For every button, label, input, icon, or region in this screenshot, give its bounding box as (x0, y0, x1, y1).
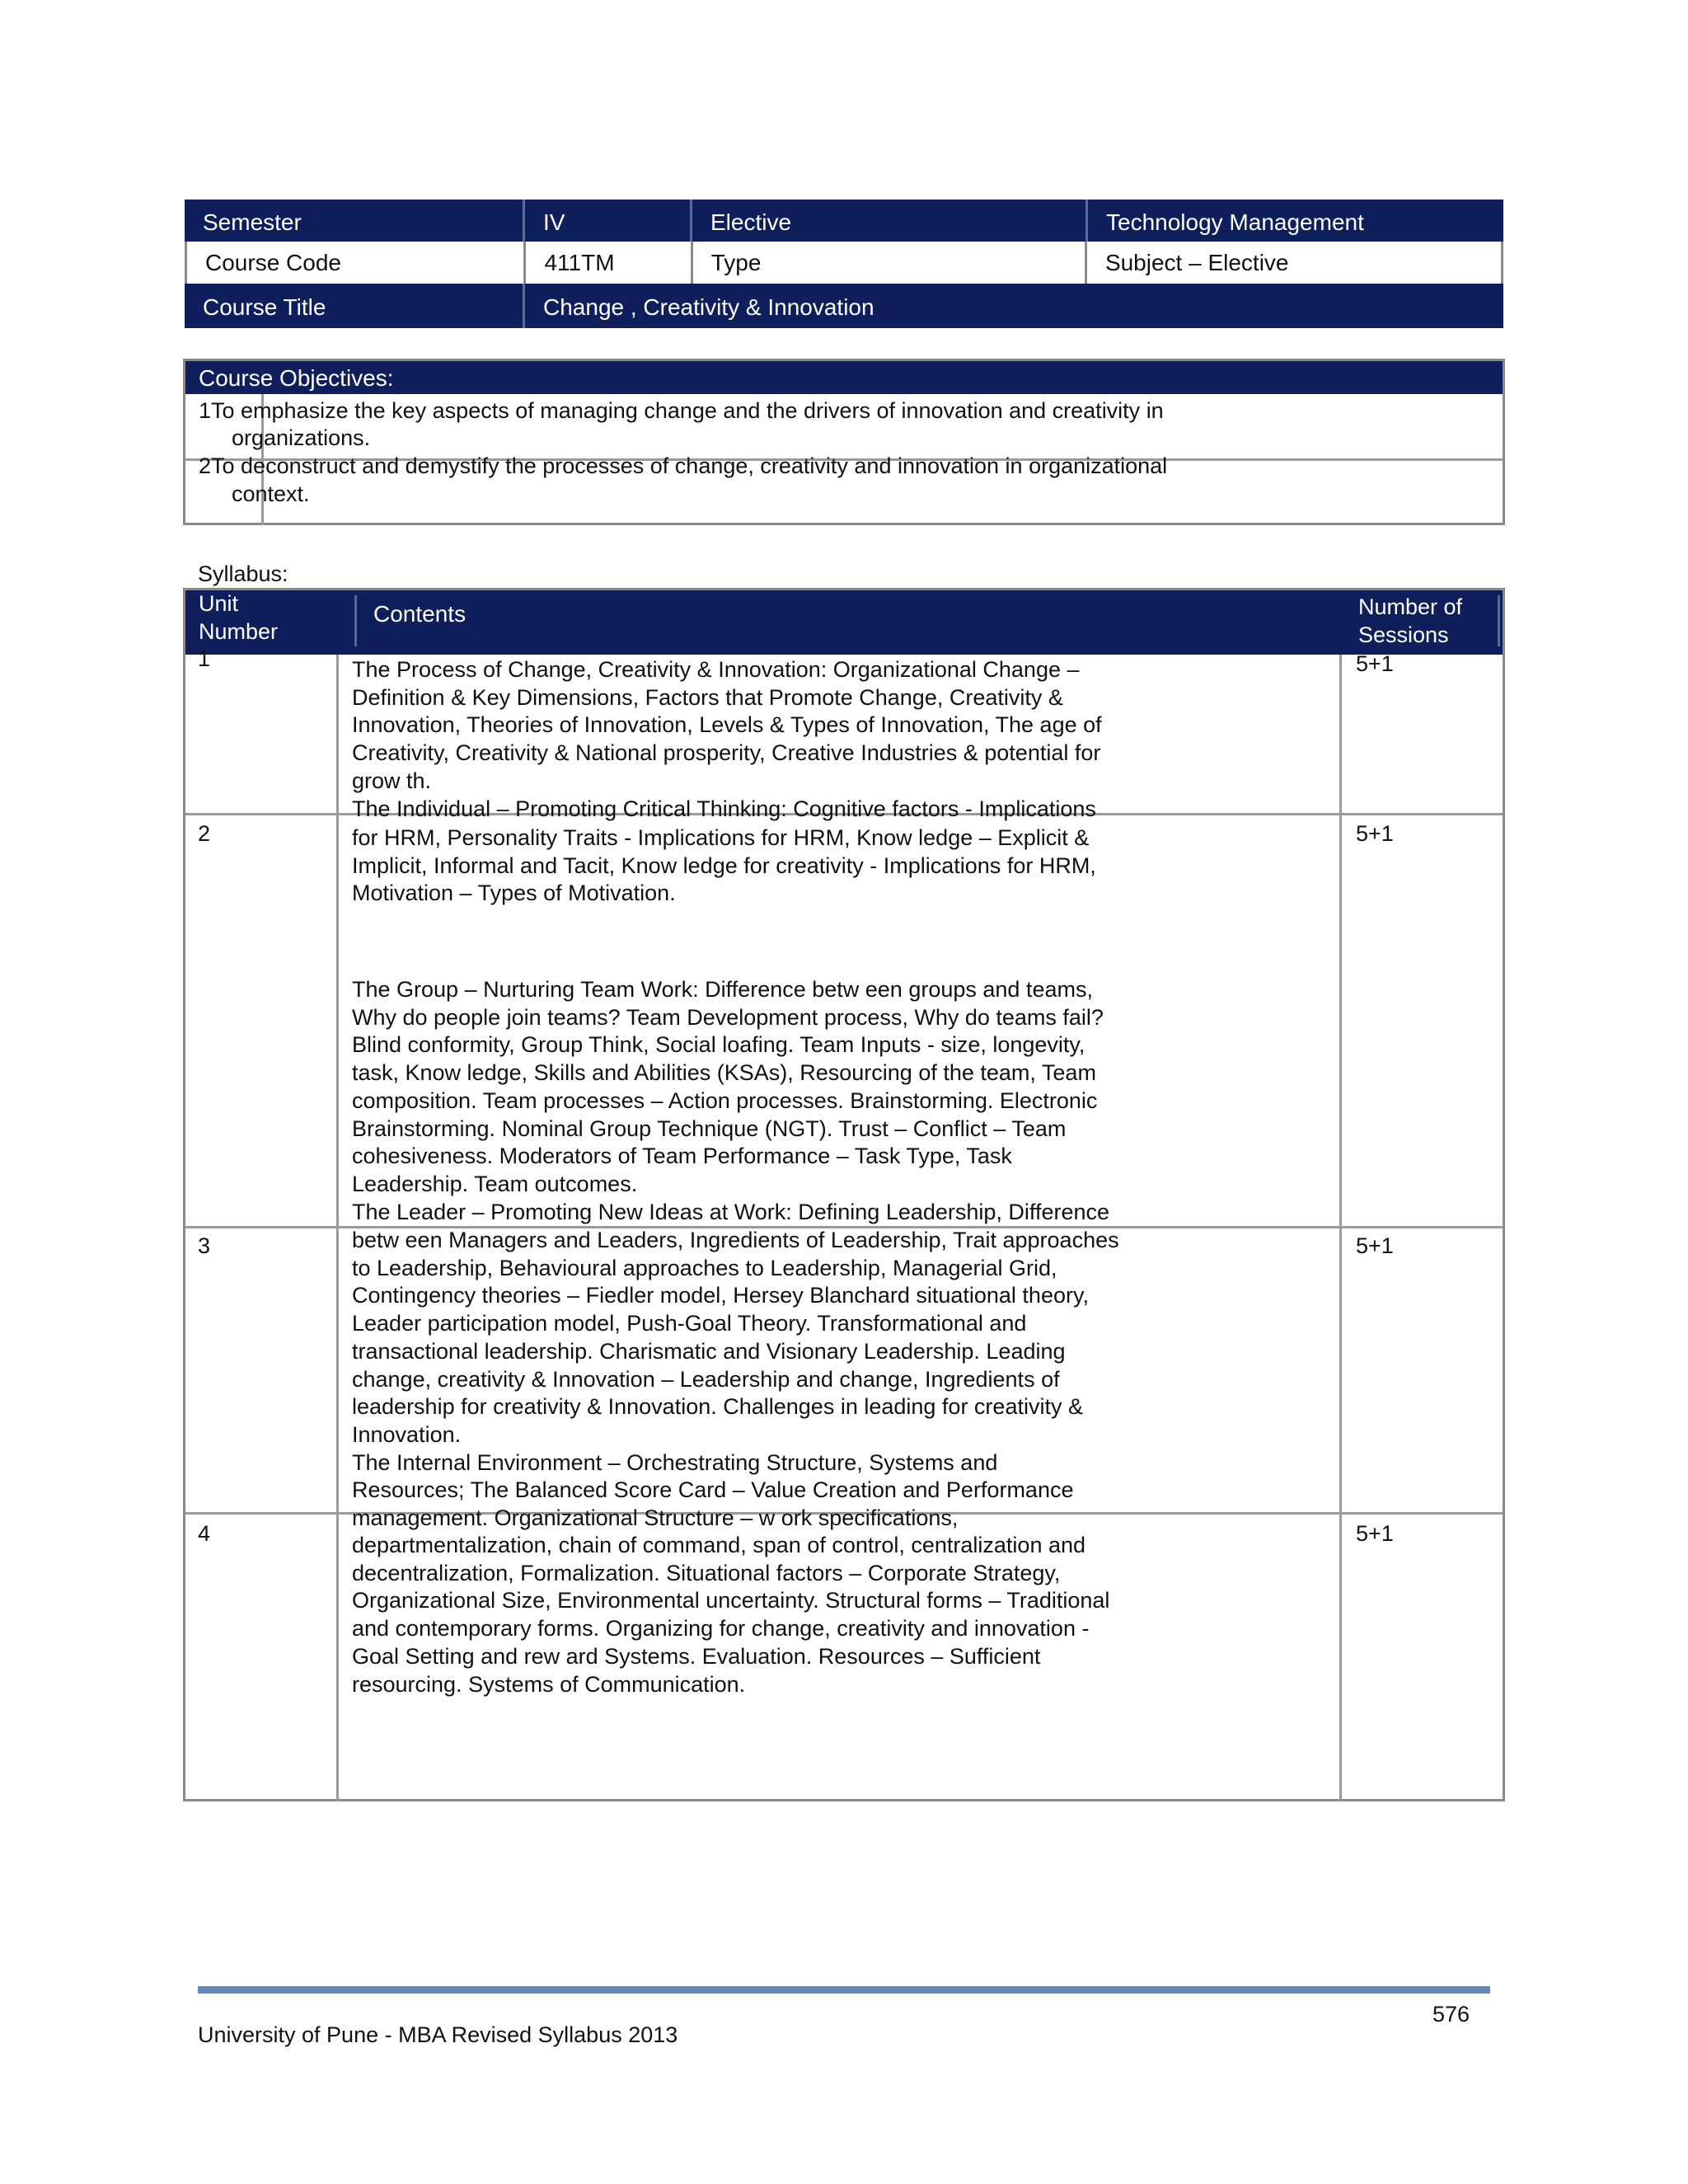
cell-course-code-label: Course Code (187, 242, 526, 284)
footer-rule (198, 1986, 1490, 1994)
course-objectives-table (183, 359, 1505, 525)
unit-3-contents: betw een Managers and Leaders, Ingredients of Leadership, Trait approaches to Leadership, Behavioural approaches to Leadership, Managerial Grid, Contingency theories – Fiedler model, Hersey Blanchard situational theory, Leader participation model, Push-Goal Theory. Transformational and transactional leadership. Charismatic and Visionary Leadership. Leading change, creativity & Innovation – Leadership and change, Ingredients of leadership for creativity & Innovation. Challenges in leading for creativity & Innovation. The Internal Environment – Orchestrating Structure, Systems and Resources; The Balanced Score Card – Value Creation and Performance management. Organizational Structure – w ork specifications, (352, 1228, 1119, 1531)
objective-2-line-2: context. (232, 481, 310, 506)
syllabus-header-row (185, 590, 1503, 655)
cell-course-title-label: Course Title (185, 284, 525, 328)
unit-2-contents-group: The Group – Nurturing Team Work: Difference betw een groups and teams, Why do people join teams? Team Development process, Why do teams fail? Blind conformity, Group Think, Social loafing. Team Inputs - size, longevity, task, Know ledge, Skills and Abilities (KSAs), Resourcing of the team, Team composition. Team processes – Action processes. Brainstorming. Electronic Brainstorming. Nominal Group Technique (NGT). Trust – Conflict – Team cohesiveness. Moderators of Team Performance – Task Type, Task Leadership. Team outcomes. The Leader – Promoting New Ideas at Work: Defining Leadership, Difference (352, 977, 1110, 1224)
syllabus-label: Syllabus: (198, 561, 288, 586)
objective-1-line-1: 1To emphasize the key aspects of managing change and the drivers of innovation and creativity in (199, 398, 1164, 423)
column-header-sessions: Number of Sessions (1358, 594, 1463, 647)
unit-number-4: 4 (198, 1521, 211, 1546)
cell-specialization: Technology Management (1106, 209, 1364, 235)
objective-1-line-2: organizations. (232, 425, 371, 450)
cell-type-label: Type (693, 242, 1087, 284)
cell-elective-label: Elective (692, 200, 1088, 242)
header-row-course-title (185, 284, 1503, 328)
column-header-contents: Contents (354, 595, 1500, 646)
sessions-unit-1: 5+1 (1356, 651, 1394, 676)
cell-type-value: Subject – Elective (1104, 250, 1289, 275)
unit-number-1: 1 (198, 646, 211, 671)
header-row-semester (185, 200, 1503, 242)
footer-text: University of Pune - MBA Revised Syllabus 2013 (198, 2022, 678, 2047)
unit-number-3: 3 (198, 1233, 211, 1258)
cell-course-title-value: Change , Creativity & Innovation (543, 294, 874, 320)
unit-1-contents: The Process of Change, Creativity & Innovation: Organizational Change – Definition & Key Dimensions, Factors that Promote Change, Creativity & Innovation, Theories of Innovation, Levels & Types of Innovation, The age of Creativity, Creativity & National prosperity, Creative Industries & potential for grow th. The Individual – Promoting Critical Thinking: Cognitive factors - Implications (352, 657, 1102, 821)
unit-4-contents: departmentalization, chain of command, span of control, centralization and decentralization, Formalization. Situational factors – Corporate Strategy, Organizational Size, Environmental uncertainty. Structural forms – Traditional and contemporary forms. Organizing for change, creativity and innovation - Goal Setting and rew ard Systems. Evaluation. Resources – Sufficient resourcing. Systems of Communication. (352, 1533, 1110, 1697)
unit-number-2: 2 (198, 821, 211, 846)
cell-semester-label: Semester (185, 200, 525, 242)
sessions-unit-2: 5+1 (1356, 821, 1394, 846)
column-header-unit: Unit Number (199, 591, 279, 644)
sessions-unit-4: 5+1 (1356, 1521, 1394, 1546)
cell-semester-value: IV (525, 200, 692, 242)
sessions-unit-3: 5+1 (1356, 1233, 1394, 1258)
objective-2-line-1: 2To deconstruct and demystify the processes of change, creativity and innovation in organizational (199, 453, 1168, 478)
unit-2-contents: for HRM, Personality Traits - Implications for HRM, Know ledge – Explicit & Implicit, Informal and Tacit, Know ledge for creativity - Implications for HRM, Motivation – Types of Motivation. (352, 825, 1096, 906)
cell-course-code-value: 411TM (526, 242, 692, 284)
header-row-course-code (185, 242, 1503, 284)
objectives-heading: Course Objectives: (185, 361, 1503, 394)
page-number: 576 (1432, 2002, 1470, 2027)
